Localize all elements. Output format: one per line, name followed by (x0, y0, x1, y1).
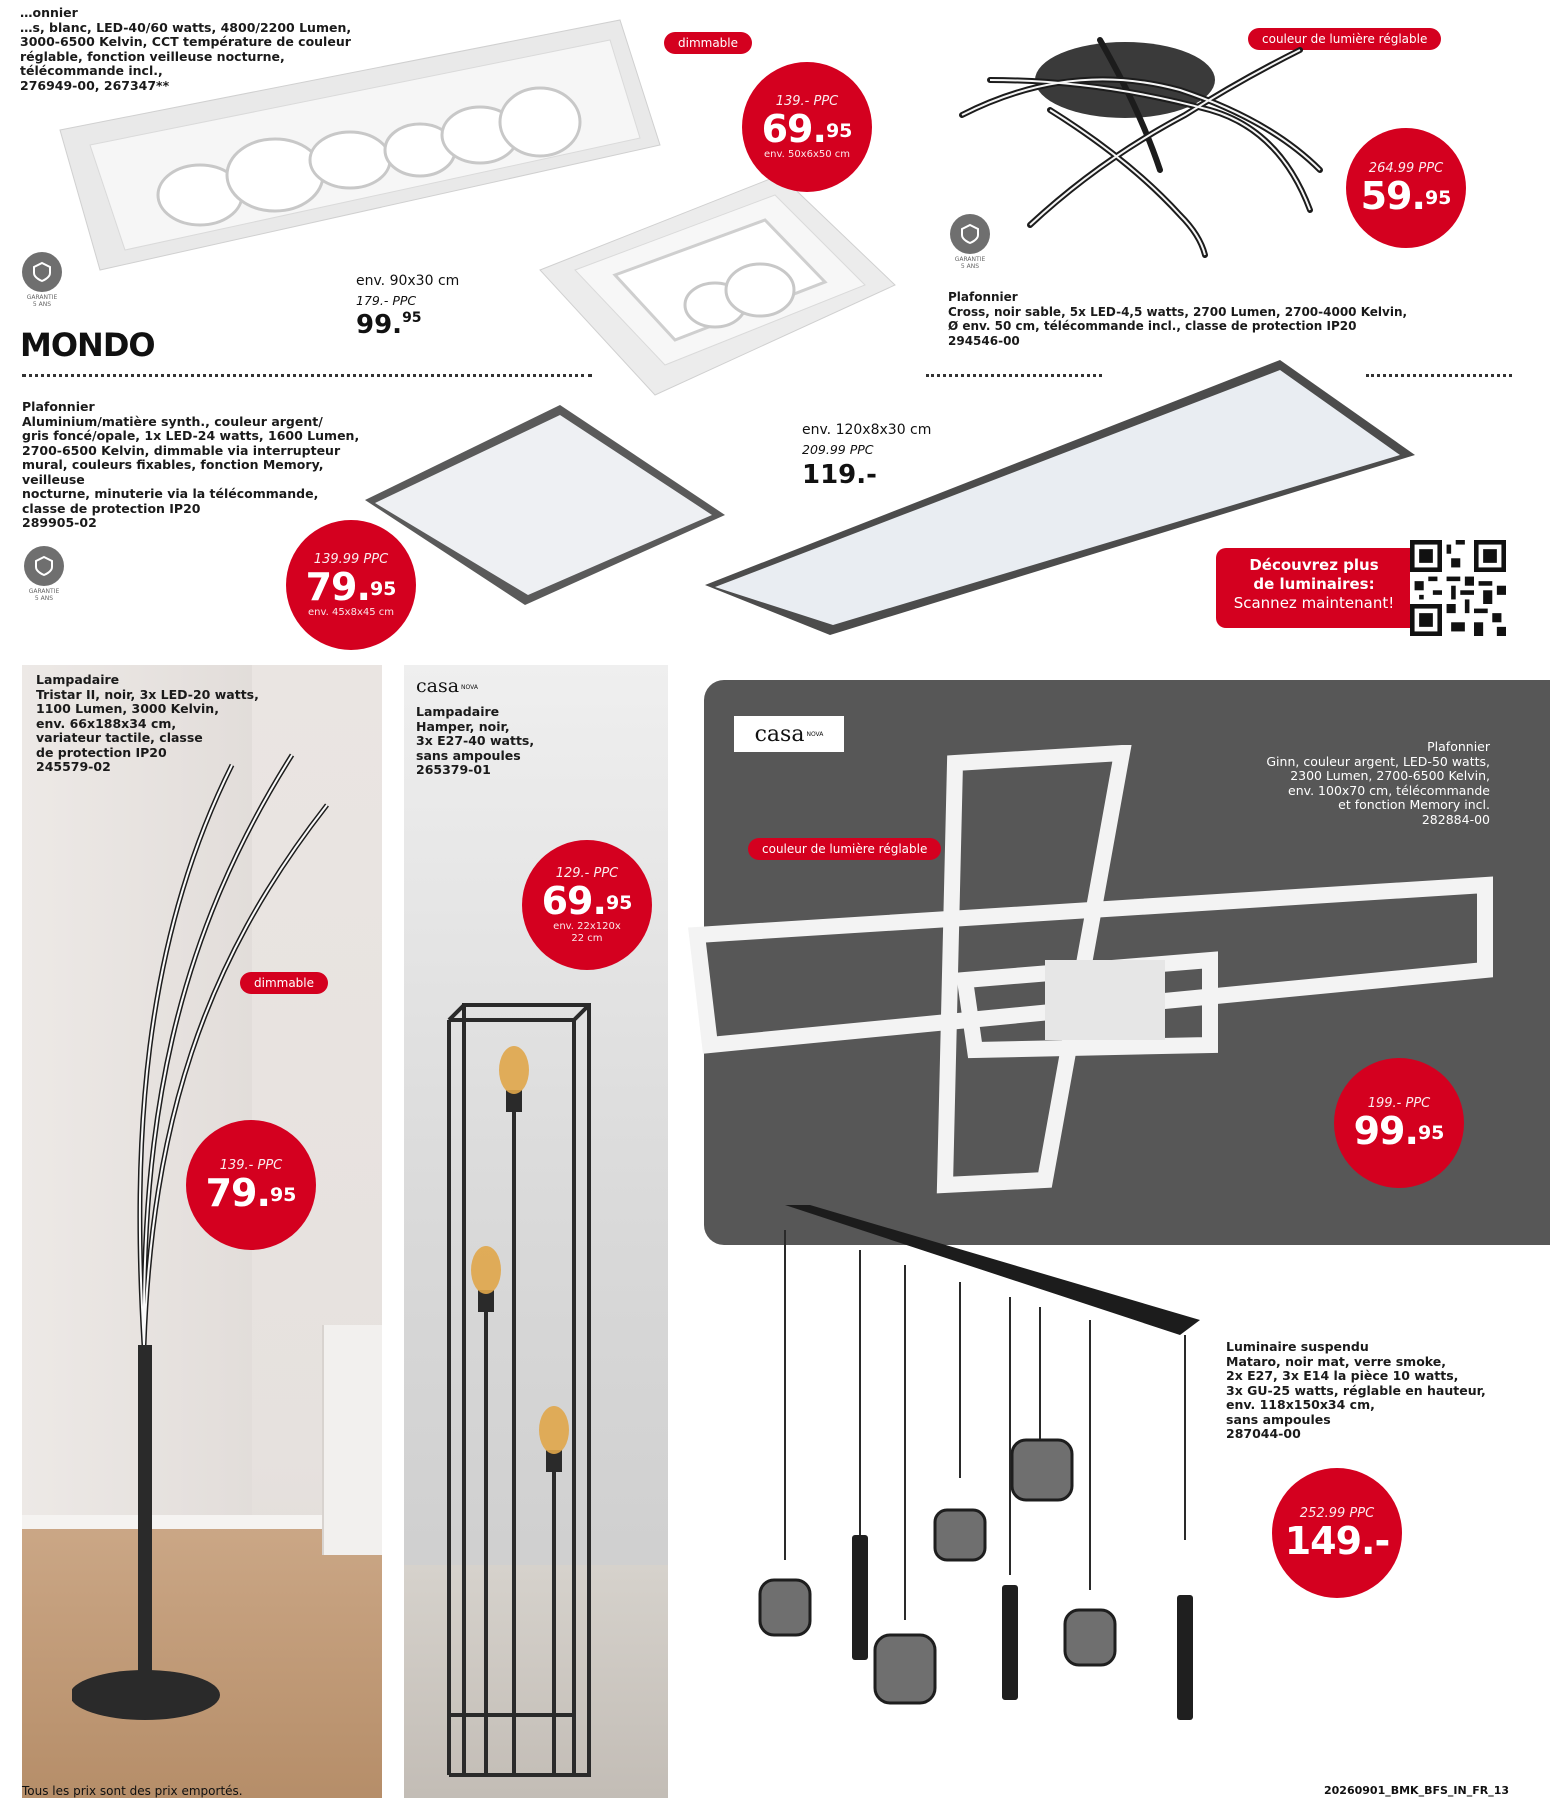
product-description-mataro: Luminaire suspendu Mataro, noir mat, verre smoke, 2x E27, 3x E14 la pièce 10 watts, 3x GU-25 watts, réglable en hauteur, env. 118x150x34 cm, sans ampoules 287044-00 (1226, 1339, 1486, 1441)
guarantee-badge (22, 546, 66, 602)
footer-note: Tous les prix sont des prix emportés. (22, 1784, 243, 1798)
dimensions: env. 45x8x45 cm (307, 607, 395, 618)
guarantee-icon (22, 252, 62, 292)
qr-callout-line1: Découvrez plus (1249, 556, 1379, 574)
product-description-cross: Plafonnier Cross, noir sable, 5x LED-4,5 watts, 2700 Lumen, 2700-4000 Kelvin, Ø env. 50 cm, télécommande incl., classe de protection IP20 294546-00 (948, 290, 1408, 348)
pendant-light-image (740, 1200, 1200, 1720)
hamper-photo (404, 665, 668, 1798)
guarantee-text: GARANTIE 5 ANS (28, 588, 60, 602)
ppc-price: 139.- PPC (775, 94, 839, 109)
dimmable-badge: dimmable (240, 972, 328, 994)
sale-price: 149.- (1284, 1518, 1390, 1563)
product-description-ceiling-1: …onnier …s, blanc, LED-40/60 watts, 4800/2200 Lumen, 3000-6500 Kelvin, CCT température de couleur réglable, fonction veilleuse nocturne, télécommande incl., 276949-00, 267347** (20, 5, 352, 93)
ppc-price: 252.99 PPC (1299, 1505, 1375, 1521)
guarantee-icon (950, 214, 990, 254)
product-description-ginn: Plafonnier Ginn, couleur argent, LED-50 watts, 2300 Lumen, 2700-6500 Kelvin, env. 100x70 cm, télécommande et fonction Memory incl. 282884-00 (1266, 739, 1490, 827)
ppc-price: 264.99 PPC (1368, 160, 1444, 176)
sale-price: 79.95 (305, 565, 397, 609)
sale-price: 79.95 (205, 1170, 297, 1215)
ppc-price: 129.- PPC (555, 865, 619, 881)
qr-code-icon[interactable] (1410, 540, 1506, 636)
guarantee-badge (948, 214, 992, 270)
footer-code: 20260901_BMK_BFS_IN_FR_13 (1324, 1784, 1509, 1797)
price-badge-ginn (1334, 1058, 1464, 1188)
size-label: env. 90x30 cm (356, 273, 460, 289)
ppc-label: 179.- PPC (356, 293, 417, 308)
product-description-tristar: Lampadaire Tristar II, noir, 3x LED-20 watts, 1100 Lumen, 3000 Kelvin, env. 66x188x34 cm, variateur tactile, classe de protection IP20 245579-02 (36, 672, 259, 774)
sale-price-black: 119.- (802, 460, 877, 490)
product-description-panel: Plafonnier Aluminium/matière synth., couleur argent/ gris foncé/opale, 1x LED-24 watts, 1600 Lumen, 2700-6500 Kelvin, dimmable via interrupteur mural, couleurs fixables, fonction Memory, veilleuse nocturne, minuterie via la télécommande, classe de protection IP20 289905-02 (22, 399, 360, 530)
ppc-price: 139.- PPC (219, 1157, 283, 1173)
cross-ceiling-light-image (950, 20, 1330, 260)
qr-callout-line2: de luminaires: (1253, 575, 1375, 593)
sale-price: 99.95 (1353, 1108, 1445, 1153)
divider (22, 374, 592, 377)
price-badge-mataro (1272, 1468, 1402, 1598)
qr-callout-box[interactable] (1216, 548, 1412, 628)
color-adjustable-badge: couleur de lumière réglable (1248, 28, 1441, 50)
sale-price: 69.95 (761, 107, 853, 151)
guarantee-text: GARANTIE 5 ANS (954, 256, 986, 270)
price-badge-ceiling-1 (742, 62, 872, 192)
size-label: env. 120x8x30 cm (802, 422, 932, 438)
tristar-photo (22, 665, 382, 1798)
casa-nova-logo: casa NOVA (416, 675, 478, 697)
price-badge-tristar (186, 1120, 316, 1250)
guarantee-badge (20, 252, 64, 308)
price-badge-cross (1346, 128, 1466, 248)
price-badge-hamper (522, 840, 652, 970)
sale-price-black: 99.95 (356, 310, 422, 340)
qr-callout-line3: Scannez maintenant! (1233, 594, 1395, 612)
casa-nova-logo-box: casa NOVA (734, 716, 844, 752)
sale-price: 59.95 (1360, 173, 1452, 218)
dimmable-badge: dimmable (664, 32, 752, 54)
dimensions: env. 50x6x50 cm (763, 149, 851, 160)
mondo-logo: MONDO (20, 326, 155, 364)
color-adjustable-badge: couleur de lumière réglable (748, 838, 941, 860)
floor-lamp-image (72, 745, 352, 1745)
product-description-hamper: Lampadaire Hamper, noir, 3x E27-40 watts, sans ampoules 265379-01 (416, 704, 535, 777)
sale-price: 69.95 (541, 878, 633, 923)
ppc-price: 199.- PPC (1367, 1095, 1431, 1111)
cage-floor-lamp-image (444, 995, 604, 1785)
dimensions: env. 22x120x 22 cm (553, 920, 621, 944)
guarantee-icon (24, 546, 64, 586)
ppc-price: 139.99 PPC (313, 552, 389, 567)
ppc-label: 209.99 PPC (802, 442, 874, 457)
guarantee-text: GARANTIE 5 ANS (26, 294, 58, 308)
price-badge-panel (286, 520, 416, 650)
